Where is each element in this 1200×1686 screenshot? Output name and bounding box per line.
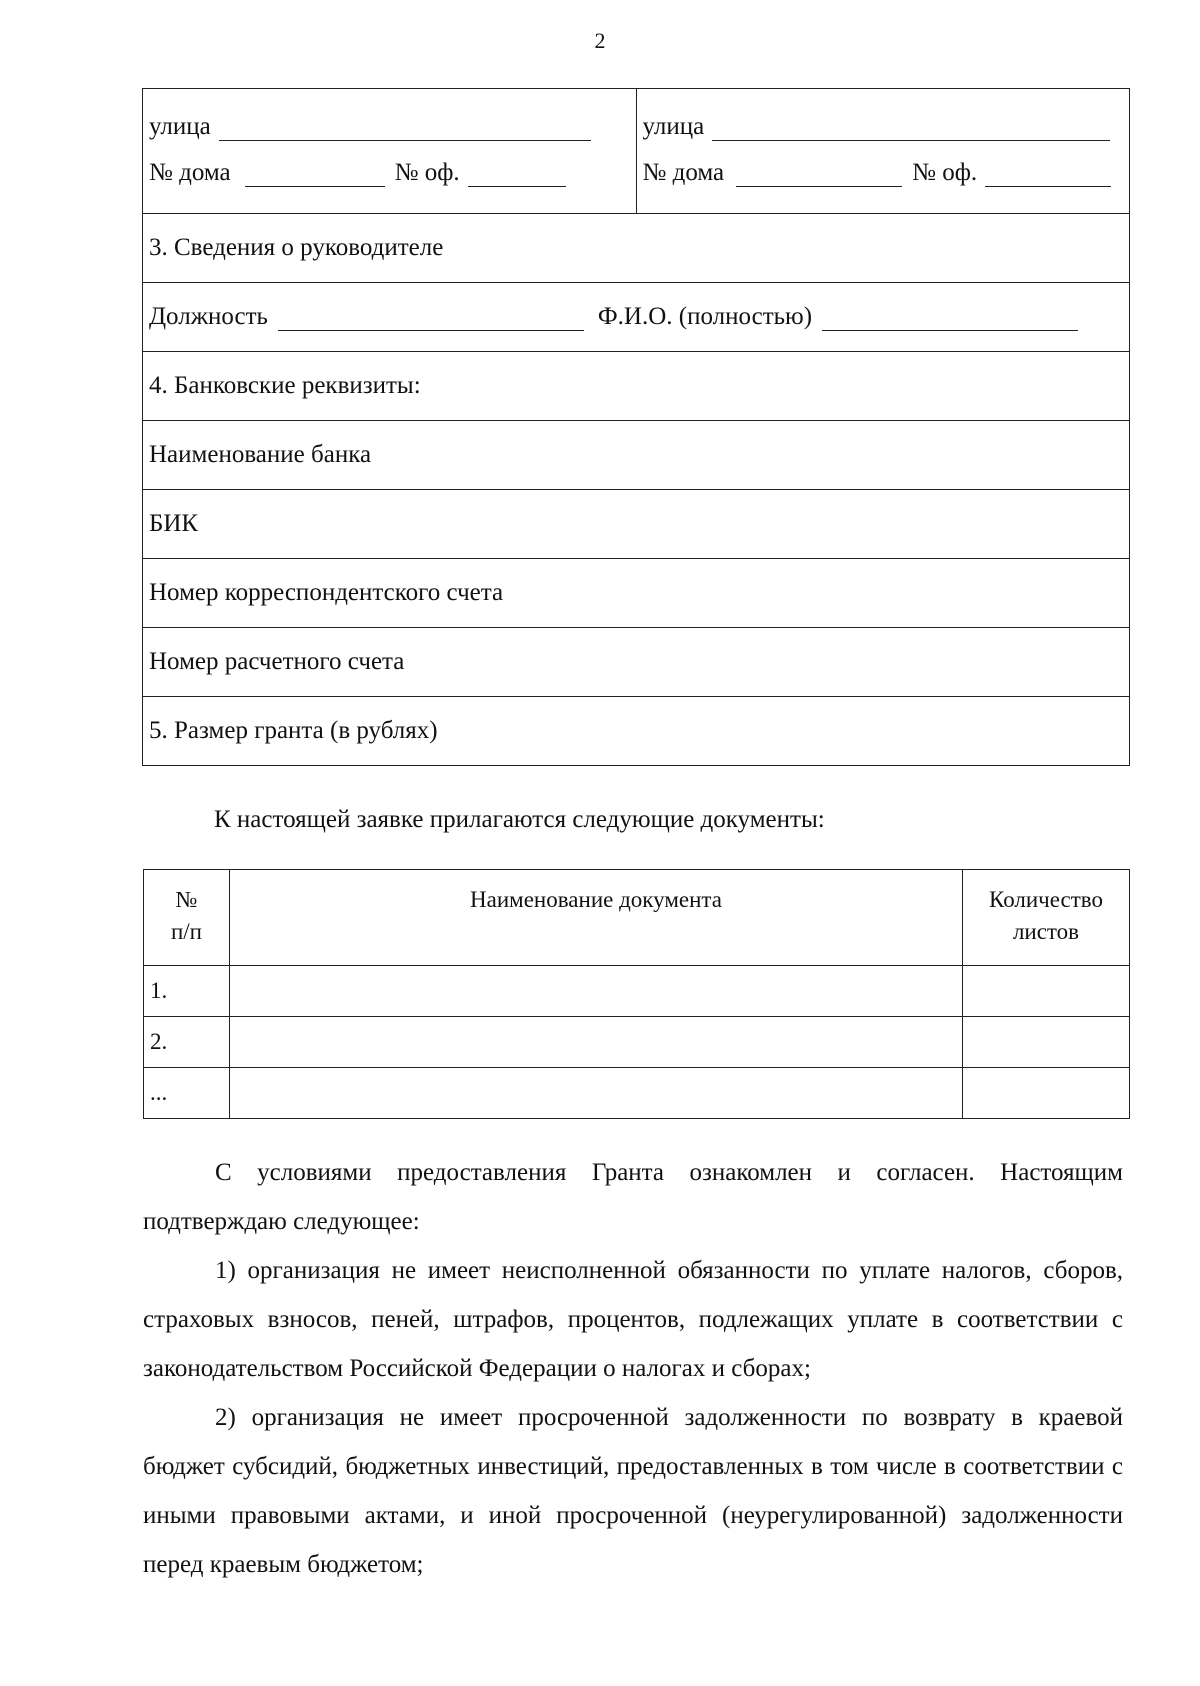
manager-section-title: 3. Сведения о руководителе [143,214,1130,283]
address-right-cell [636,89,1130,214]
settlement-account-field[interactable]: Номер расчетного счета [143,628,1130,697]
bank-section-title: 4. Банковские реквизиты: [143,352,1130,421]
office-label: № оф. [912,159,978,186]
row-number: ... [144,1068,230,1119]
col-name-header: Наименование документа [230,870,963,966]
sheet-count-cell[interactable] [963,1017,1130,1068]
doc-name-cell[interactable] [230,966,963,1017]
condition-2-paragraph: 2) организация не имеет просроченной задолженности по возврату в краевой бюджет субсидий, бюджетных инвестиций, предоставленных в том числе в соответствии с иными правовыми актами, и иной просроченной (неурегулированной) задолженности перед краевым бюджетом; [143,1404,1123,1578]
office-label: № оф. [394,159,460,186]
table-row [144,966,1130,1017]
condition-1-paragraph: 1) организация не имеет неисполненной обязанности по уплате налогов, сборов, страховых взносов, пеней, штрафов, процентов, подлежащих уплате в соответствии с законодательством Российской Федерации о налогах и сборах; [143,1257,1123,1382]
fio-label: Ф.И.О. (полностью) [597,303,813,330]
table-header-row [144,870,1130,966]
consent-paragraph: С условиями предоставления Гранта ознакомлен и согласен. Настоящим подтверждаю следующее: [143,1159,1123,1235]
table-row [144,1017,1130,1068]
street-field[interactable] [712,116,1110,141]
doc-name-cell[interactable] [230,1068,963,1119]
application-form-table [142,88,1130,766]
sheet-count-cell[interactable] [963,966,1130,1017]
street-label: улица [149,113,211,140]
corr-account-field[interactable]: Номер корреспондентского счета [143,559,1130,628]
page-number: 2 [594,28,606,53]
house-label: № дома [149,159,231,186]
house-label: № дома [642,159,725,186]
office-field[interactable] [468,162,566,187]
row-number: 2. [144,1017,230,1068]
position-label: Должность [149,303,268,330]
street-field[interactable] [219,116,591,141]
office-field[interactable] [985,162,1111,187]
fio-field[interactable] [822,306,1078,331]
sheet-count-cell[interactable] [963,1068,1130,1119]
street-label: улица [642,113,705,140]
row-number: 1. [144,966,230,1017]
position-fio-row [143,283,1130,352]
col-count-header: Количество листов [963,870,1130,966]
house-field[interactable] [245,162,385,187]
table-row [144,1068,1130,1119]
address-left-cell [143,89,637,214]
documents-table [143,869,1130,1119]
col-num-header: № п/п [144,870,230,966]
house-field[interactable] [736,162,902,187]
bik-field[interactable]: БИК [143,490,1130,559]
docs-intro: К настоящей заявке прилагаются следующие документы: [214,806,825,833]
grant-size-field[interactable]: 5. Размер гранта (в рублях) [143,697,1130,766]
doc-name-cell[interactable] [230,1017,963,1068]
position-field[interactable] [278,306,584,331]
bank-name-field[interactable]: Наименование банка [143,421,1130,490]
